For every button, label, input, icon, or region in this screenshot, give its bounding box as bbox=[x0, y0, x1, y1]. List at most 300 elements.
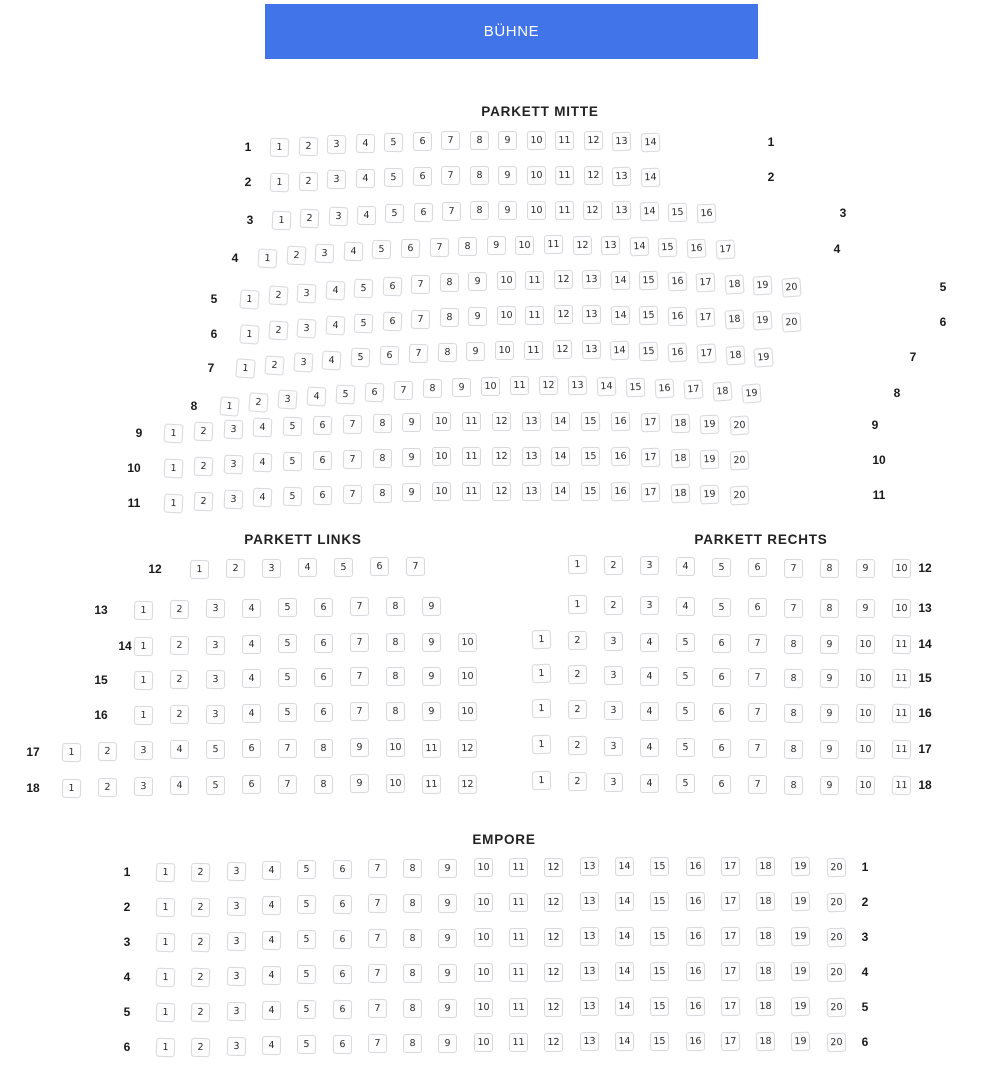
seat[interactable]: 13 bbox=[580, 1032, 599, 1051]
seat[interactable]: 6 bbox=[748, 558, 767, 577]
seat[interactable]: 4 bbox=[242, 704, 261, 723]
seat[interactable]: 17 bbox=[696, 308, 716, 328]
seat[interactable]: 2 bbox=[298, 171, 318, 191]
seat[interactable]: 3 bbox=[223, 420, 243, 440]
seat[interactable]: 13 bbox=[580, 892, 599, 911]
seat[interactable]: 3 bbox=[604, 737, 623, 756]
seat[interactable]: 5 bbox=[354, 278, 374, 298]
seat[interactable]: 8 bbox=[403, 999, 422, 1018]
seat[interactable]: 17 bbox=[696, 273, 716, 293]
seat[interactable]: 14 bbox=[551, 411, 570, 430]
seat[interactable]: 15 bbox=[650, 1032, 669, 1051]
seat[interactable]: 2 bbox=[170, 600, 189, 619]
seat[interactable]: 11 bbox=[525, 306, 544, 325]
seat[interactable]: 7 bbox=[748, 634, 767, 653]
seat[interactable]: 17 bbox=[721, 892, 740, 911]
seat[interactable]: 4 bbox=[325, 280, 345, 300]
seat[interactable]: 8 bbox=[820, 599, 839, 618]
seat[interactable]: 14 bbox=[615, 1032, 634, 1051]
seat[interactable]: 17 bbox=[640, 448, 660, 468]
seat[interactable]: 1 bbox=[156, 1003, 176, 1023]
seat[interactable]: 12 bbox=[544, 998, 563, 1017]
seat[interactable]: 4 bbox=[262, 931, 281, 950]
seat[interactable]: 15 bbox=[658, 237, 678, 257]
seat[interactable]: 3 bbox=[328, 207, 348, 227]
seat[interactable]: 3 bbox=[226, 1037, 246, 1057]
seat[interactable]: 4 bbox=[306, 387, 326, 407]
seat[interactable]: 9 bbox=[438, 893, 457, 912]
seat[interactable]: 1 bbox=[235, 359, 255, 379]
seat[interactable]: 13 bbox=[611, 201, 631, 221]
seat[interactable]: 7 bbox=[343, 449, 362, 468]
seat[interactable]: 14 bbox=[551, 446, 570, 465]
seat[interactable]: 1 bbox=[156, 898, 176, 918]
seat[interactable]: 5 bbox=[676, 774, 695, 793]
seat[interactable]: 13 bbox=[521, 411, 540, 430]
seat[interactable]: 6 bbox=[242, 775, 261, 794]
seat[interactable]: 6 bbox=[712, 775, 731, 794]
seat[interactable]: 11 bbox=[892, 703, 912, 723]
seat[interactable]: 2 bbox=[191, 1002, 211, 1022]
seat[interactable]: 4 bbox=[355, 169, 374, 188]
seat[interactable]: 6 bbox=[712, 668, 731, 687]
seat[interactable]: 3 bbox=[604, 773, 623, 792]
seat[interactable]: 7 bbox=[368, 1034, 387, 1053]
seat[interactable]: 11 bbox=[525, 271, 544, 290]
seat[interactable]: 19 bbox=[791, 1032, 811, 1052]
seat[interactable]: 9 bbox=[856, 559, 875, 578]
seat[interactable]: 15 bbox=[650, 997, 669, 1016]
seat[interactable]: 9 bbox=[422, 667, 441, 686]
seat[interactable]: 14 bbox=[629, 236, 649, 256]
seat[interactable]: 9 bbox=[438, 1033, 457, 1052]
seat[interactable]: 5 bbox=[278, 703, 297, 722]
seat[interactable]: 1 bbox=[239, 324, 259, 344]
seat[interactable]: 6 bbox=[242, 739, 261, 758]
seat[interactable]: 16 bbox=[685, 997, 704, 1016]
seat[interactable]: 7 bbox=[343, 484, 362, 503]
seat[interactable]: 8 bbox=[403, 1034, 422, 1053]
seat[interactable]: 18 bbox=[756, 962, 776, 982]
seat[interactable]: 11 bbox=[892, 739, 912, 759]
seat[interactable]: 10 bbox=[432, 482, 451, 501]
seat[interactable]: 7 bbox=[441, 166, 460, 185]
seat[interactable]: 16 bbox=[685, 892, 704, 911]
seat[interactable]: 8 bbox=[784, 704, 803, 723]
seat[interactable]: 13 bbox=[580, 857, 599, 876]
seat[interactable]: 2 bbox=[98, 778, 117, 797]
seat[interactable]: 10 bbox=[474, 1033, 493, 1052]
seat[interactable]: 10 bbox=[474, 963, 493, 982]
seat[interactable]: 8 bbox=[386, 702, 405, 721]
seat[interactable]: 2 bbox=[191, 967, 211, 987]
seat[interactable]: 14 bbox=[610, 270, 630, 290]
seat[interactable]: 12 bbox=[492, 482, 511, 501]
seat[interactable]: 16 bbox=[696, 204, 716, 224]
seat[interactable]: 11 bbox=[892, 668, 912, 688]
seat[interactable]: 6 bbox=[332, 1000, 351, 1019]
seat[interactable]: 7 bbox=[411, 310, 431, 330]
seat[interactable]: 5 bbox=[297, 860, 316, 879]
seat[interactable]: 3 bbox=[206, 704, 225, 723]
seat[interactable]: 6 bbox=[332, 860, 351, 879]
seat[interactable]: 13 bbox=[580, 997, 599, 1016]
seat[interactable]: 7 bbox=[748, 739, 767, 758]
seat[interactable]: 12 bbox=[544, 858, 563, 877]
seat[interactable]: 18 bbox=[725, 345, 745, 365]
seat[interactable]: 19 bbox=[791, 997, 811, 1017]
seat[interactable]: 9 bbox=[438, 858, 457, 877]
seat[interactable]: 5 bbox=[278, 668, 297, 687]
seat[interactable]: 20 bbox=[826, 997, 846, 1017]
seat[interactable]: 5 bbox=[336, 384, 356, 404]
seat[interactable]: 12 bbox=[539, 376, 558, 395]
seat[interactable]: 2 bbox=[568, 631, 587, 650]
seat[interactable]: 8 bbox=[403, 929, 422, 948]
seat[interactable]: 17 bbox=[640, 483, 660, 503]
seat[interactable]: 2 bbox=[568, 665, 587, 684]
seat[interactable]: 4 bbox=[242, 669, 261, 688]
seat[interactable]: 5 bbox=[676, 667, 695, 686]
seat[interactable]: 9 bbox=[820, 635, 839, 654]
seat[interactable]: 4 bbox=[253, 418, 273, 438]
seat[interactable]: 1 bbox=[62, 778, 81, 797]
seat[interactable]: 12 bbox=[492, 412, 511, 431]
seat[interactable]: 5 bbox=[278, 598, 297, 617]
seat[interactable]: 15 bbox=[639, 306, 659, 326]
seat[interactable]: 2 bbox=[193, 421, 213, 441]
seat[interactable]: 12 bbox=[583, 166, 602, 185]
seat[interactable]: 16 bbox=[667, 307, 687, 327]
seat[interactable]: 11 bbox=[509, 928, 528, 947]
seat[interactable]: 3 bbox=[293, 353, 313, 373]
seat[interactable]: 5 bbox=[278, 634, 297, 653]
seat[interactable]: 7 bbox=[368, 859, 387, 878]
seat[interactable]: 18 bbox=[670, 413, 690, 433]
seat[interactable]: 4 bbox=[253, 453, 273, 473]
seat[interactable]: 13 bbox=[521, 446, 540, 465]
seat[interactable]: 4 bbox=[640, 738, 659, 757]
seat[interactable]: 7 bbox=[350, 667, 369, 686]
seat[interactable]: 11 bbox=[509, 1033, 528, 1052]
seat[interactable]: 16 bbox=[667, 272, 687, 292]
seat[interactable]: 9 bbox=[498, 166, 517, 185]
seat[interactable]: 2 bbox=[568, 772, 587, 791]
seat[interactable]: 3 bbox=[226, 897, 246, 917]
seat[interactable]: 6 bbox=[365, 382, 385, 402]
seat[interactable]: 7 bbox=[411, 275, 431, 295]
seat[interactable]: 4 bbox=[262, 861, 281, 880]
seat[interactable]: 1 bbox=[190, 560, 209, 579]
seat[interactable]: 15 bbox=[639, 271, 659, 291]
seat[interactable]: 11 bbox=[524, 340, 543, 359]
seat[interactable]: 6 bbox=[370, 557, 389, 576]
seat[interactable]: 16 bbox=[611, 447, 631, 467]
seat[interactable]: 7 bbox=[748, 775, 767, 794]
seat[interactable]: 12 bbox=[458, 738, 477, 757]
seat[interactable]: 1 bbox=[62, 742, 81, 761]
seat[interactable]: 20 bbox=[826, 962, 846, 982]
seat[interactable]: 8 bbox=[386, 633, 405, 652]
seat[interactable]: 11 bbox=[555, 166, 574, 185]
seat[interactable]: 10 bbox=[386, 738, 405, 757]
seat[interactable]: 9 bbox=[438, 998, 457, 1017]
seat[interactable]: 10 bbox=[496, 306, 515, 325]
seat[interactable]: 9 bbox=[820, 740, 839, 759]
seat[interactable]: 17 bbox=[696, 343, 716, 363]
seat[interactable]: 17 bbox=[721, 1032, 740, 1051]
seat[interactable]: 11 bbox=[509, 998, 528, 1017]
seat[interactable]: 3 bbox=[223, 455, 243, 475]
seat[interactable]: 5 bbox=[297, 930, 316, 949]
seat[interactable]: 8 bbox=[458, 237, 477, 256]
seat[interactable]: 15 bbox=[650, 962, 669, 981]
seat[interactable]: 8 bbox=[439, 308, 458, 327]
seat[interactable]: 19 bbox=[700, 484, 720, 504]
seat[interactable]: 6 bbox=[380, 346, 400, 366]
seat[interactable]: 5 bbox=[384, 168, 403, 187]
seat[interactable]: 9 bbox=[820, 776, 839, 795]
seat[interactable]: 3 bbox=[604, 666, 623, 685]
seat[interactable]: 10 bbox=[856, 776, 875, 795]
seat[interactable]: 9 bbox=[422, 633, 441, 652]
seat[interactable]: 8 bbox=[439, 273, 458, 292]
seat[interactable]: 20 bbox=[730, 450, 750, 470]
seat[interactable]: 9 bbox=[402, 413, 421, 432]
seat[interactable]: 6 bbox=[314, 634, 333, 653]
seat[interactable]: 20 bbox=[781, 313, 801, 333]
seat[interactable]: 8 bbox=[372, 448, 391, 467]
seat[interactable]: 3 bbox=[206, 599, 225, 618]
seat[interactable]: 6 bbox=[332, 1035, 351, 1054]
seat[interactable]: 1 bbox=[532, 664, 552, 684]
seat[interactable]: 9 bbox=[438, 928, 457, 947]
seat[interactable]: 5 bbox=[676, 702, 695, 721]
seat[interactable]: 17 bbox=[721, 927, 740, 946]
seat[interactable]: 6 bbox=[412, 167, 431, 186]
seat[interactable]: 14 bbox=[551, 481, 570, 500]
seat[interactable]: 2 bbox=[264, 356, 284, 376]
seat[interactable]: 7 bbox=[350, 633, 369, 652]
seat[interactable]: 4 bbox=[262, 1036, 281, 1055]
seat[interactable]: 10 bbox=[432, 447, 451, 466]
seat[interactable]: 1 bbox=[270, 173, 290, 193]
seat[interactable]: 8 bbox=[469, 131, 488, 150]
seat[interactable]: 6 bbox=[332, 930, 351, 949]
seat[interactable]: 1 bbox=[239, 289, 259, 309]
seat[interactable]: 20 bbox=[826, 1032, 846, 1052]
seat[interactable]: 4 bbox=[325, 315, 345, 335]
seat[interactable]: 5 bbox=[297, 1035, 316, 1054]
seat[interactable]: 11 bbox=[462, 412, 481, 431]
seat[interactable]: 3 bbox=[315, 244, 335, 264]
seat[interactable]: 19 bbox=[700, 414, 720, 434]
seat[interactable]: 7 bbox=[409, 344, 428, 363]
seat[interactable]: 3 bbox=[223, 490, 243, 510]
seat[interactable]: 1 bbox=[156, 933, 176, 953]
seat[interactable]: 13 bbox=[580, 927, 599, 946]
seat[interactable]: 5 bbox=[283, 452, 303, 472]
seat[interactable]: 9 bbox=[466, 342, 485, 361]
seat[interactable]: 19 bbox=[752, 276, 772, 296]
seat[interactable]: 20 bbox=[730, 415, 750, 435]
seat[interactable]: 4 bbox=[355, 134, 374, 153]
seat[interactable]: 19 bbox=[741, 383, 762, 404]
seat[interactable]: 18 bbox=[724, 274, 744, 294]
seat[interactable]: 16 bbox=[687, 238, 707, 258]
seat[interactable]: 8 bbox=[784, 669, 803, 688]
seat[interactable]: 7 bbox=[278, 739, 297, 758]
seat[interactable]: 12 bbox=[544, 963, 563, 982]
seat[interactable]: 8 bbox=[372, 483, 391, 502]
seat[interactable]: 13 bbox=[582, 305, 601, 324]
seat[interactable]: 12 bbox=[492, 447, 511, 466]
seat[interactable]: 4 bbox=[242, 598, 261, 617]
seat[interactable]: 10 bbox=[474, 858, 493, 877]
seat[interactable]: 3 bbox=[640, 596, 659, 615]
seat[interactable]: 12 bbox=[553, 305, 572, 324]
seat[interactable]: 11 bbox=[422, 774, 441, 793]
seat[interactable]: 4 bbox=[242, 635, 261, 654]
seat[interactable]: 4 bbox=[640, 702, 659, 721]
seat[interactable]: 16 bbox=[685, 857, 704, 876]
seat[interactable]: 14 bbox=[610, 341, 630, 361]
seat[interactable]: 11 bbox=[892, 775, 912, 795]
seat[interactable]: 20 bbox=[826, 927, 846, 947]
seat[interactable]: 7 bbox=[429, 237, 448, 256]
seat[interactable]: 17 bbox=[721, 857, 740, 876]
seat[interactable]: 10 bbox=[892, 559, 912, 579]
seat[interactable]: 11 bbox=[509, 858, 528, 877]
seat[interactable]: 10 bbox=[481, 377, 500, 396]
seat[interactable]: 3 bbox=[226, 1002, 246, 1022]
seat[interactable]: 4 bbox=[262, 966, 281, 985]
seat[interactable]: 2 bbox=[568, 700, 587, 719]
seat[interactable]: 5 bbox=[297, 1000, 316, 1019]
seat[interactable]: 3 bbox=[296, 318, 316, 338]
seat[interactable]: 19 bbox=[754, 347, 774, 367]
seat[interactable]: 1 bbox=[272, 211, 292, 231]
seat[interactable]: 1 bbox=[257, 248, 277, 268]
seat[interactable]: 17 bbox=[640, 413, 660, 433]
seat[interactable]: 1 bbox=[156, 863, 176, 883]
seat[interactable]: 18 bbox=[670, 483, 690, 503]
seat[interactable]: 8 bbox=[437, 343, 456, 362]
seat[interactable]: 7 bbox=[368, 964, 387, 983]
seat[interactable]: 9 bbox=[452, 378, 471, 397]
seat[interactable]: 5 bbox=[712, 558, 731, 577]
seat[interactable]: 11 bbox=[422, 738, 441, 757]
seat[interactable]: 4 bbox=[170, 776, 189, 795]
seat[interactable]: 17 bbox=[683, 379, 703, 399]
seat[interactable]: 12 bbox=[583, 131, 602, 150]
seat[interactable]: 2 bbox=[286, 246, 306, 266]
seat[interactable]: 8 bbox=[820, 559, 839, 578]
seat[interactable]: 12 bbox=[553, 340, 572, 359]
seat[interactable]: 17 bbox=[715, 240, 735, 260]
seat[interactable]: 7 bbox=[350, 597, 369, 616]
seat[interactable]: 18 bbox=[756, 857, 776, 877]
seat[interactable]: 13 bbox=[601, 236, 621, 256]
seat[interactable]: 4 bbox=[262, 1001, 281, 1020]
seat[interactable]: 2 bbox=[170, 670, 189, 689]
seat[interactable]: 19 bbox=[791, 962, 811, 982]
seat[interactable]: 4 bbox=[640, 667, 659, 686]
seat[interactable]: 13 bbox=[612, 132, 632, 152]
seat[interactable]: 6 bbox=[401, 239, 420, 258]
seat[interactable]: 10 bbox=[526, 131, 545, 150]
seat[interactable]: 19 bbox=[791, 857, 811, 877]
seat[interactable]: 16 bbox=[654, 378, 674, 398]
seat[interactable]: 5 bbox=[385, 204, 404, 223]
seat[interactable]: 1 bbox=[568, 554, 588, 574]
seat[interactable]: 5 bbox=[354, 313, 374, 333]
seat[interactable]: 2 bbox=[191, 932, 211, 952]
seat[interactable]: 1 bbox=[568, 594, 588, 614]
seat[interactable]: 4 bbox=[298, 558, 317, 577]
seat[interactable]: 4 bbox=[170, 740, 189, 759]
seat[interactable]: 3 bbox=[296, 283, 316, 303]
seat[interactable]: 5 bbox=[334, 558, 353, 577]
seat[interactable]: 9 bbox=[438, 963, 457, 982]
seat[interactable]: 19 bbox=[752, 311, 772, 331]
seat[interactable]: 7 bbox=[784, 598, 803, 617]
seat[interactable]: 6 bbox=[332, 965, 351, 984]
seat[interactable]: 9 bbox=[856, 599, 875, 618]
seat[interactable]: 8 bbox=[403, 964, 422, 983]
seat[interactable]: 12 bbox=[572, 235, 591, 254]
seat[interactable]: 5 bbox=[351, 348, 371, 368]
seat[interactable]: 9 bbox=[422, 597, 441, 616]
seat[interactable]: 10 bbox=[432, 412, 451, 431]
seat[interactable]: 7 bbox=[748, 703, 767, 722]
seat[interactable]: 6 bbox=[332, 895, 351, 914]
seat[interactable]: 5 bbox=[283, 487, 303, 507]
seat[interactable]: 6 bbox=[313, 450, 332, 469]
seat[interactable]: 2 bbox=[191, 862, 211, 882]
seat[interactable]: 14 bbox=[615, 927, 634, 946]
seat[interactable]: 15 bbox=[650, 892, 669, 911]
seat[interactable]: 14 bbox=[640, 202, 660, 222]
seat[interactable]: 10 bbox=[526, 166, 545, 185]
seat[interactable]: 2 bbox=[193, 456, 213, 476]
seat[interactable]: 2 bbox=[170, 636, 189, 655]
seat[interactable]: 17 bbox=[721, 997, 740, 1016]
seat[interactable]: 10 bbox=[495, 341, 514, 360]
seat[interactable]: 10 bbox=[458, 633, 478, 653]
seat[interactable]: 6 bbox=[313, 485, 332, 504]
seat[interactable]: 11 bbox=[462, 482, 481, 501]
seat[interactable]: 18 bbox=[670, 448, 690, 468]
seat[interactable]: 3 bbox=[226, 932, 246, 952]
seat[interactable]: 10 bbox=[474, 998, 493, 1017]
seat[interactable]: 7 bbox=[368, 929, 387, 948]
seat[interactable]: 2 bbox=[191, 1037, 211, 1057]
seat[interactable]: 12 bbox=[458, 774, 477, 793]
seat[interactable]: 6 bbox=[314, 598, 333, 617]
seat[interactable]: 4 bbox=[676, 597, 695, 616]
seat[interactable]: 6 bbox=[314, 668, 333, 687]
seat[interactable]: 1 bbox=[270, 138, 290, 158]
seat[interactable]: 16 bbox=[685, 962, 704, 981]
seat[interactable]: 1 bbox=[156, 968, 176, 988]
seat[interactable]: 6 bbox=[382, 311, 402, 331]
seat[interactable]: 12 bbox=[583, 201, 602, 220]
seat[interactable]: 11 bbox=[509, 963, 528, 982]
seat[interactable]: 15 bbox=[581, 412, 600, 431]
seat[interactable]: 5 bbox=[206, 776, 225, 795]
seat[interactable]: 1 bbox=[156, 1038, 176, 1058]
